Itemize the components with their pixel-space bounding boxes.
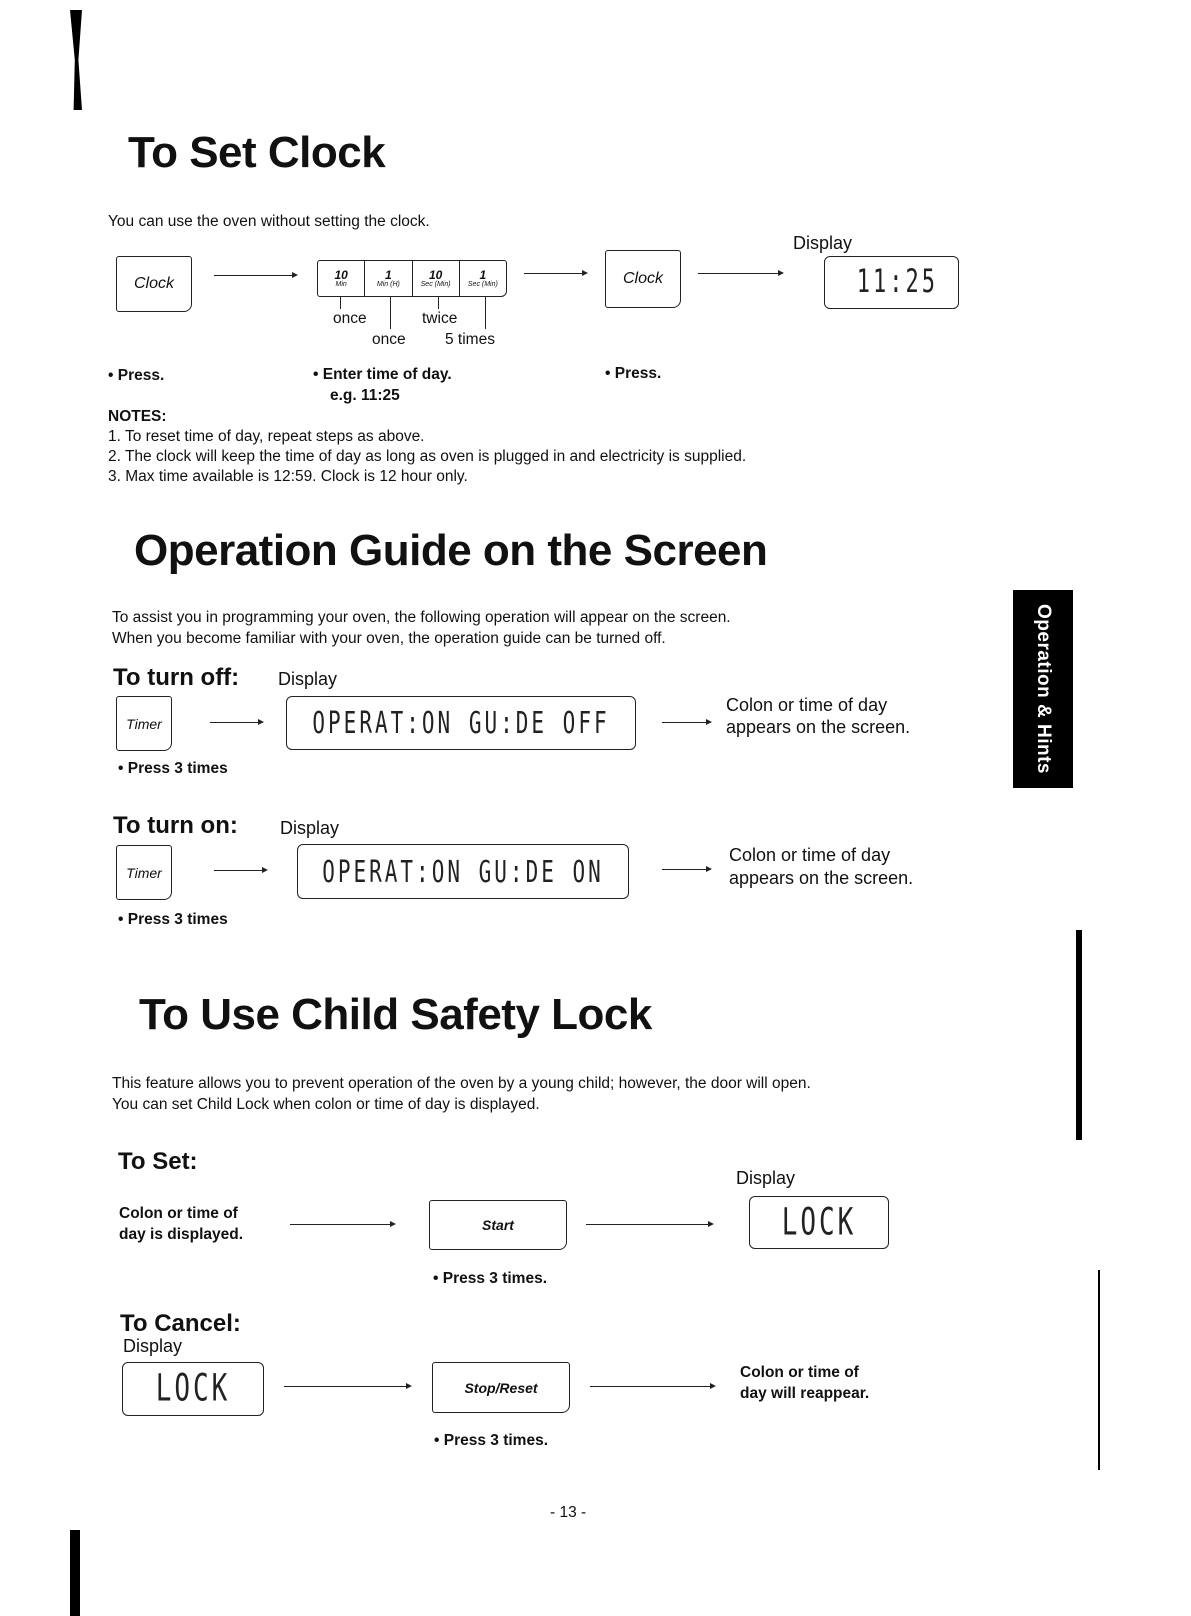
display-label: Display <box>793 233 853 253</box>
leader-line <box>390 297 391 329</box>
turn-off-heading: To turn off: <box>113 664 240 691</box>
leader-line <box>340 297 341 309</box>
binding-mark-bottom <box>70 1530 80 1616</box>
turn-on-display-label: Display <box>280 818 340 838</box>
lock-cancel-display <box>122 1362 264 1416</box>
guide-on-display <box>297 844 629 899</box>
section-tab-operation-hints[interactable] <box>1013 590 1073 788</box>
lock-cancel-display-label: Display <box>123 1336 183 1356</box>
clock-button-label: Clock <box>133 275 174 292</box>
key-1-sec[interactable] <box>460 261 506 296</box>
key-10-min[interactable] <box>318 261 365 296</box>
key-number: 1 <box>479 267 487 282</box>
set-clock-title: To Set Clock <box>128 128 386 177</box>
arrow <box>590 1386 714 1387</box>
key-number: 1 <box>385 267 392 282</box>
key-label: Min (H) <box>376 280 400 288</box>
guide-off-display-value: OPERAT:ON GU:DE OFF <box>312 705 610 741</box>
arrow <box>214 870 266 871</box>
key-10-sec[interactable] <box>413 261 460 296</box>
clock-button[interactable] <box>116 256 192 312</box>
lock-cancel-result-1: Colon or time of <box>740 1364 859 1381</box>
lock-set-condition-1: Colon or time of <box>119 1205 238 1222</box>
section-tab-label: Operation & Hints <box>1033 603 1054 775</box>
step-press-confirm: • Press. <box>605 365 662 382</box>
guide-on-display-value: OPERAT:ON GU:DE ON <box>322 854 604 889</box>
turn-on-instruction: • Press 3 times <box>118 911 228 928</box>
arrow <box>662 722 710 723</box>
arrow <box>662 869 710 870</box>
note-1: 1. To reset time of day, repeat steps as above. <box>108 428 425 445</box>
lock-cancel-heading: To Cancel: <box>120 1310 241 1337</box>
step-enter-time-example: e.g. 11:25 <box>330 387 400 404</box>
start-button[interactable] <box>429 1200 567 1250</box>
operation-guide-intro-1: To assist you in programming your oven, the following operation will appear on the screen. <box>112 609 731 626</box>
edge-line-right <box>1098 1270 1100 1470</box>
key-number: 10 <box>334 267 348 282</box>
arrow <box>210 722 262 723</box>
turn-off-display-label: Display <box>278 669 338 689</box>
lock-set-display-value: LOCK <box>781 1200 857 1245</box>
leader-line <box>485 297 486 329</box>
lock-set-heading: To Set: <box>118 1148 198 1175</box>
notes-heading: NOTES: <box>108 408 167 425</box>
turn-off-result-1: Colon or time of day <box>726 695 888 715</box>
child-lock-title: To Use Child Safety Lock <box>139 990 652 1039</box>
clock-display <box>824 256 959 309</box>
operation-guide-intro-2: When you become familiar with your oven, the operation guide can be turned off. <box>112 630 666 647</box>
arrow <box>586 1224 712 1225</box>
stop-reset-button[interactable] <box>432 1362 570 1413</box>
key-label: Min <box>335 280 347 288</box>
set-clock-intro: You can use the oven without setting the clock. <box>108 213 430 230</box>
key-number: 10 <box>428 267 443 282</box>
turn-off-instruction: • Press 3 times <box>118 760 228 777</box>
arrow <box>290 1224 394 1225</box>
lock-cancel-display-value: LOCK <box>155 1367 231 1411</box>
clock-display-value: 11:25 <box>856 264 938 301</box>
turn-on-result-2: appears on the screen. <box>729 868 914 888</box>
edge-mark-right <box>1076 930 1082 1140</box>
binding-mark-top <box>70 10 82 110</box>
child-lock-intro-1: This feature allows you to prevent operation of the oven by a young child; however, the door will open. <box>112 1075 811 1092</box>
number-keypad <box>317 260 507 297</box>
key-1-min[interactable] <box>365 261 412 296</box>
arrow <box>524 273 586 274</box>
operation-guide-title: Operation Guide on the Screen <box>134 526 768 575</box>
page-number: - 13 - <box>550 1504 587 1521</box>
step-enter-time: • Enter time of day. <box>313 366 452 383</box>
press-count-1-sec: 5 times <box>445 331 495 348</box>
timer-button-label: Timer <box>126 864 162 881</box>
guide-off-display <box>286 696 636 750</box>
turn-off-result-2: appears on the screen. <box>726 717 911 737</box>
key-label: Sec (Min) <box>467 280 498 288</box>
press-count-10-min: once <box>333 310 367 327</box>
turn-on-result-1: Colon or time of day <box>729 845 891 865</box>
note-3: 3. Max time available is 12:59. Clock is 12 hour only. <box>108 468 468 485</box>
step-press: • Press. <box>108 367 165 384</box>
key-label: Sec (Min) <box>420 280 451 288</box>
arrow <box>214 275 296 276</box>
start-button-label: Start <box>482 1217 514 1233</box>
lock-set-display-label: Display <box>736 1168 796 1188</box>
press-count-1-min: once <box>372 331 406 348</box>
lock-set-instruction: • Press 3 times. <box>433 1270 547 1287</box>
arrow <box>284 1386 410 1387</box>
child-lock-intro-2: You can set Child Lock when colon or time of day is displayed. <box>112 1096 540 1113</box>
arrow <box>698 273 782 274</box>
clock-button-confirm[interactable] <box>605 250 681 308</box>
turn-on-heading: To turn on: <box>113 812 238 839</box>
press-count-10-sec: twice <box>422 310 458 327</box>
lock-set-condition-2: day is displayed. <box>119 1226 244 1243</box>
timer-button-on[interactable] <box>116 845 172 900</box>
stop-reset-button-label: Stop/Reset <box>464 1379 538 1396</box>
note-2: 2. The clock will keep the time of day as long as oven is plugged in and electricity is supplied. <box>108 448 747 465</box>
timer-button-label: Timer <box>126 715 162 732</box>
lock-cancel-instruction: • Press 3 times. <box>434 1432 548 1449</box>
timer-button-off[interactable] <box>116 696 172 751</box>
leader-line <box>438 297 439 309</box>
lock-set-display <box>749 1196 889 1249</box>
clock-button-label: Clock <box>622 270 663 287</box>
lock-cancel-result-2: day will reappear. <box>740 1385 870 1402</box>
